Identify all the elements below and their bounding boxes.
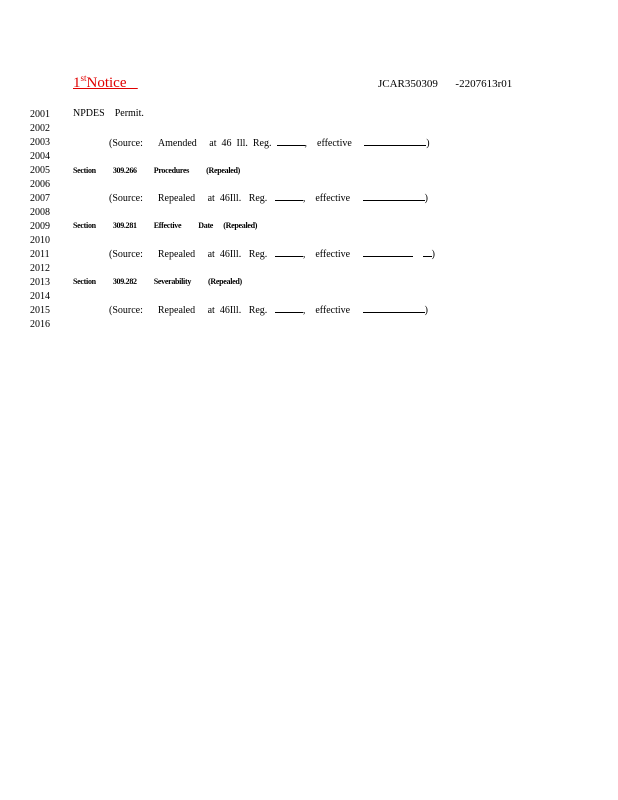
source-comma: , [302, 249, 306, 260]
line-number: 2014 [30, 291, 50, 302]
notice-number: 1 [73, 75, 81, 91]
section-label: Section [73, 277, 96, 286]
source-label: (Source: [109, 249, 143, 260]
source-comma: , [302, 193, 306, 204]
notice-superscript: st [80, 73, 87, 83]
source-at: at [207, 249, 215, 260]
blank-line [275, 247, 303, 257]
section-title-2: Date [198, 221, 214, 230]
line-number: 2002 [30, 123, 50, 134]
blank-line [363, 303, 425, 313]
blank-line [423, 247, 432, 257]
permit-text: Permit. [114, 108, 144, 119]
doc-suffix: -2207613r01 [455, 78, 513, 90]
source-close: ) [424, 193, 428, 204]
section-status: (Repealed) [223, 221, 258, 230]
source-label: (Source: [109, 305, 143, 316]
section-title: Procedures [153, 166, 190, 175]
section-label: Section [73, 166, 96, 175]
section-number: 309.281 [112, 221, 137, 230]
section-title: Effective [153, 221, 182, 230]
source-label: (Source: [109, 193, 143, 204]
source-at: at [207, 193, 215, 204]
npdes-line [73, 108, 144, 119]
line-number: 2016 [30, 319, 50, 330]
source-reg: Reg. [248, 249, 268, 260]
blank-line [275, 303, 303, 313]
section-title: Severability [153, 277, 192, 286]
section-status: (Repealed) [206, 166, 241, 175]
section-number: 309.266 [112, 166, 137, 175]
source-note-4 [109, 303, 428, 316]
section-heading-309-281 [73, 221, 257, 230]
line-number: 2008 [30, 207, 50, 218]
source-action: Repealed [157, 193, 196, 204]
source-action: Repealed [157, 305, 196, 316]
source-effective: effective [315, 249, 351, 260]
line-number: 2001 [30, 109, 50, 120]
source-action: Repealed [157, 249, 196, 260]
npdes-text: NPDES [73, 108, 105, 119]
line-number: 2009 [30, 221, 50, 232]
section-label: Section [73, 221, 96, 230]
line-number: 2010 [30, 235, 50, 246]
source-reg: Reg. [248, 193, 268, 204]
source-label: (Source: [109, 138, 143, 149]
line-number: 2004 [30, 151, 50, 162]
line-numbers [30, 108, 50, 332]
blank-line [363, 247, 413, 257]
blank-line [277, 136, 305, 146]
source-close: ) [424, 305, 428, 316]
line-number: 2015 [30, 305, 50, 316]
blank-line [275, 191, 303, 201]
source-close: ) [431, 249, 435, 260]
source-action: Amended [157, 138, 197, 149]
line-number: 2007 [30, 193, 50, 204]
section-number: 309.282 [112, 277, 137, 286]
source-volume: 46Ill. [219, 249, 242, 260]
notice-label: Notice [86, 75, 127, 91]
line-number: 2003 [30, 137, 50, 148]
line-number: 2006 [30, 179, 50, 190]
source-volume: 46 [221, 138, 232, 149]
doc-code: JCAR350309 [378, 78, 438, 90]
source-effective: effective [317, 138, 352, 149]
source-ill: Ill. [236, 138, 248, 149]
source-at: at [207, 305, 215, 316]
line-number: 2011 [30, 249, 50, 260]
section-status: (Repealed) [208, 277, 242, 286]
source-effective: effective [315, 305, 351, 316]
line-number: 2005 [30, 165, 50, 176]
source-reg: Reg. [252, 138, 272, 149]
source-comma: , [304, 138, 307, 149]
line-number: 2013 [30, 277, 50, 288]
section-heading-309-266 [73, 166, 240, 175]
document-id [378, 78, 512, 90]
notice-title [73, 73, 138, 92]
source-volume: 46Ill. [219, 193, 242, 204]
line-number: 2012 [30, 263, 50, 274]
source-volume: 46Ill. [219, 305, 242, 316]
blank-line [364, 136, 426, 146]
source-note-1 [109, 136, 430, 149]
source-at: at [209, 138, 217, 149]
source-effective: effective [315, 193, 351, 204]
source-note-3 [109, 247, 435, 260]
blank-line [363, 191, 425, 201]
source-comma: , [302, 305, 306, 316]
section-heading-309-282 [73, 277, 242, 286]
source-reg: Reg. [248, 305, 268, 316]
source-close: ) [426, 138, 430, 149]
source-note-2 [109, 191, 428, 204]
